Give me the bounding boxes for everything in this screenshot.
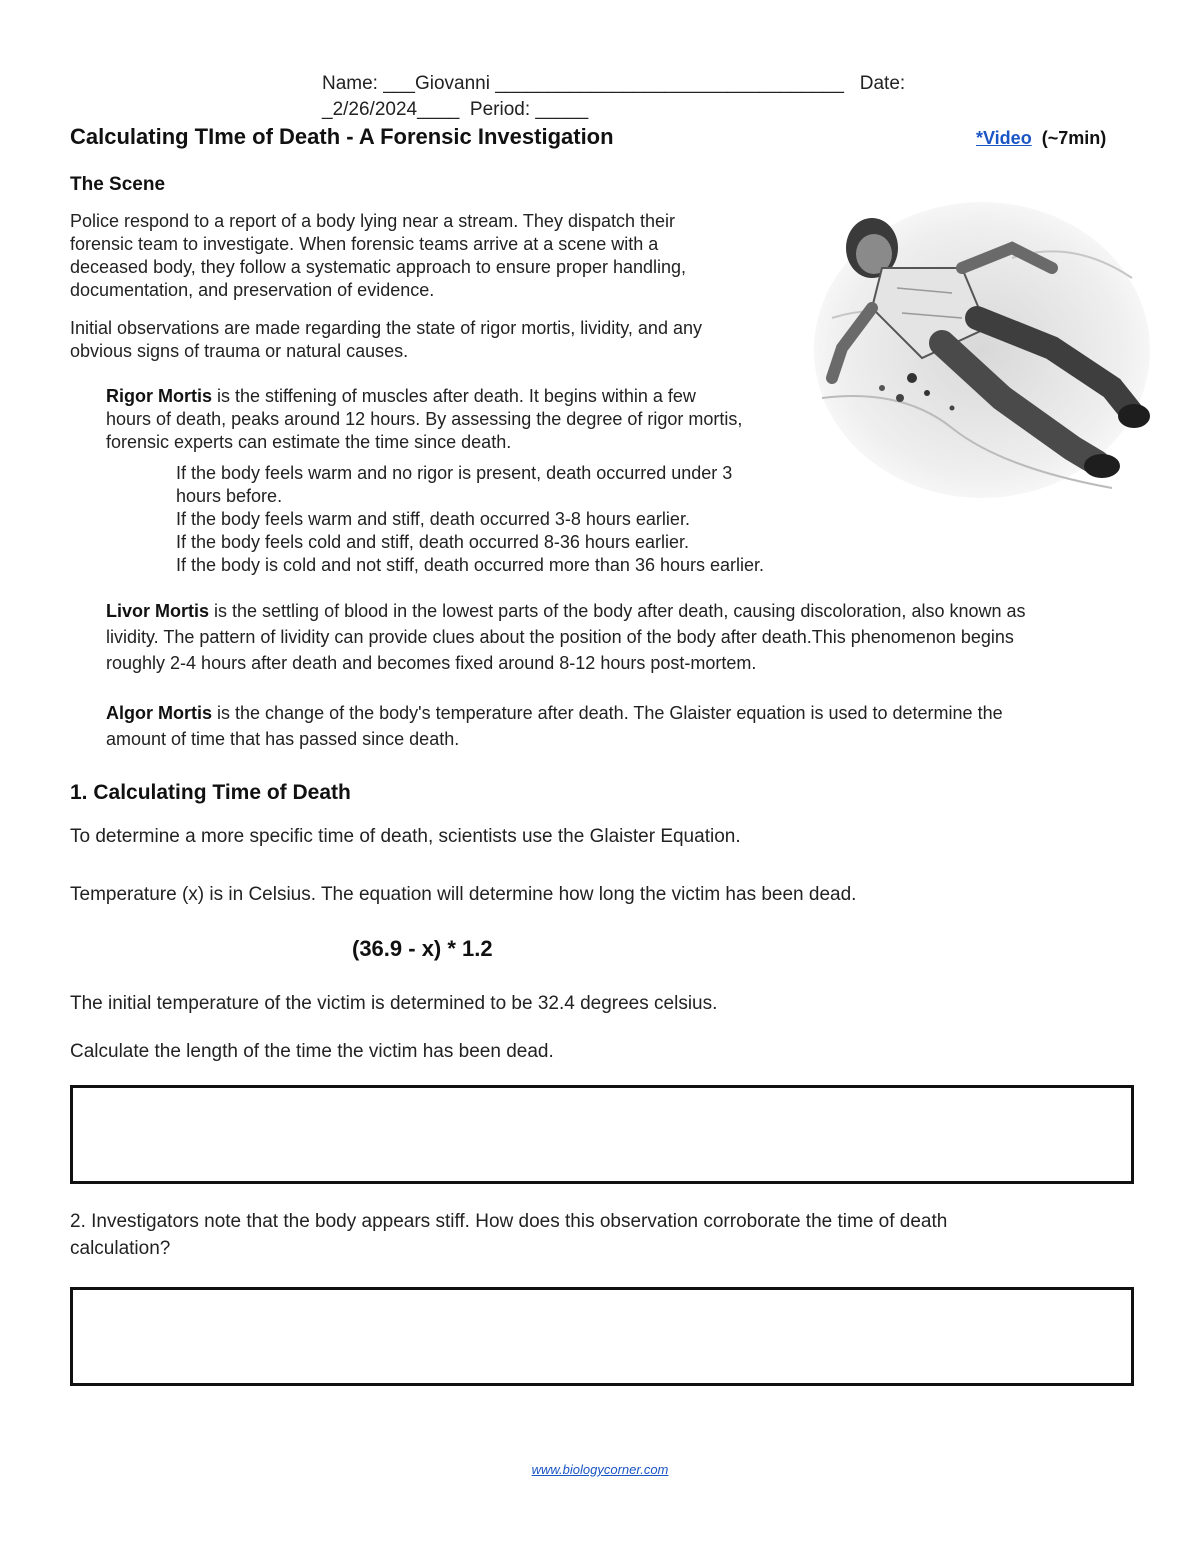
- text-line: calculation?: [70, 1238, 171, 1259]
- date-period-line: _2/26/2024____ Period: _____: [322, 99, 589, 120]
- answer-box-1[interactable]: [70, 1085, 1134, 1184]
- livor-mortis-paragraph: [106, 598, 1026, 676]
- answer-box-2[interactable]: [70, 1287, 1134, 1386]
- page-title: Calculating TIme of Death - A Forensic Investigation: [70, 124, 614, 149]
- question-2: [70, 1208, 947, 1262]
- video-link[interactable]: *Video: [976, 128, 1032, 148]
- text-span: is the change of the body's temperature after death. The Glaister equation is used to determine the: [212, 703, 1003, 723]
- text-line: Police respond to a report of a body lying near a stream. They dispatch their: [70, 211, 676, 231]
- text-line: deceased body, they follow a systematic approach to ensure proper handling,: [70, 257, 687, 277]
- list-item: If the body feels cold and stiff, death occurred 8-36 hours earlier.: [176, 532, 689, 552]
- list-item: If the body is cold and not stiff, death occurred more than 36 hours earlier.: [176, 555, 765, 575]
- text-line: [106, 385, 742, 408]
- scene-paragraph-1: [70, 210, 686, 302]
- temperature-note: Temperature (x) is in Celsius. The equation will determine how long the victim has been dead.: [70, 884, 857, 905]
- livor-mortis-term: Livor Mortis: [106, 601, 210, 621]
- glaister-equation: (36.9 - x) * 1.2: [352, 936, 493, 961]
- video-link-group: [976, 128, 1106, 149]
- text-line: Initial observations are made regarding the state of rigor mortis, lividity, and any: [70, 318, 702, 338]
- scene-paragraph-2: [70, 317, 702, 363]
- text-line: lividity. The pattern of lividity can provide clues about the position of the body after death.This phenomenon begins: [106, 627, 1014, 647]
- question-1-prompt: Calculate the length of the time the victim has been dead.: [70, 1041, 554, 1062]
- video-duration: (~7min): [1041, 128, 1107, 148]
- text-line: [106, 700, 1003, 726]
- text-line: forensic experts can estimate the time since death.: [106, 432, 512, 452]
- list-item: hours before.: [176, 486, 283, 506]
- text-line: [106, 598, 1026, 624]
- text-line: hours of death, peaks around 12 hours. By assessing the degree of rigor mortis,: [106, 409, 743, 429]
- algor-mortis-term: Algor Mortis: [106, 703, 212, 723]
- body-illustration-icon: [812, 198, 1152, 502]
- footer-link[interactable]: www.biologycorner.com: [531, 1462, 669, 1477]
- text-span: is the settling of blood in the lowest parts of the body after death, causing discoloration, also known as: [209, 601, 1026, 621]
- text-line: forensic team to investigate. When forensic teams arrive at a scene with a: [70, 234, 659, 254]
- rigor-mortis-term: Rigor Mortis: [106, 386, 212, 406]
- algor-mortis-paragraph: [106, 700, 1003, 752]
- rigor-mortis-paragraph: [106, 385, 742, 454]
- text-line: obvious signs of trauma or natural causes.: [70, 341, 409, 361]
- footer: [0, 1462, 1200, 1477]
- question-1-title: 1. Calculating Time of Death: [70, 781, 351, 804]
- initial-temperature: The initial temperature of the victim is determined to be 32.4 degrees celsius.: [70, 993, 718, 1014]
- list-item: If the body feels warm and stiff, death occurred 3-8 hours earlier.: [176, 509, 690, 529]
- name-date-line: Name: ___Giovanni _________________________________ Date:: [322, 73, 906, 94]
- text-line: documentation, and preservation of evidence.: [70, 280, 435, 300]
- text-line: amount of time that has passed since death.: [106, 729, 460, 749]
- list-item: If the body feels warm and no rigor is present, death occurred under 3: [176, 463, 733, 483]
- question-1-intro: To determine a more specific time of death, scientists use the Glaister Equation.: [70, 826, 741, 847]
- rigor-conditions-list: [176, 462, 764, 577]
- text-line: 2. Investigators note that the body appears stiff. How does this observation corroborate the time of death: [70, 1211, 948, 1232]
- scene-heading: The Scene: [70, 174, 166, 195]
- text-line: roughly 2-4 hours after death and becomes fixed around 8-12 hours post-mortem.: [106, 653, 757, 673]
- text-span: is the stiffening of muscles after death. It begins within a few: [212, 386, 696, 406]
